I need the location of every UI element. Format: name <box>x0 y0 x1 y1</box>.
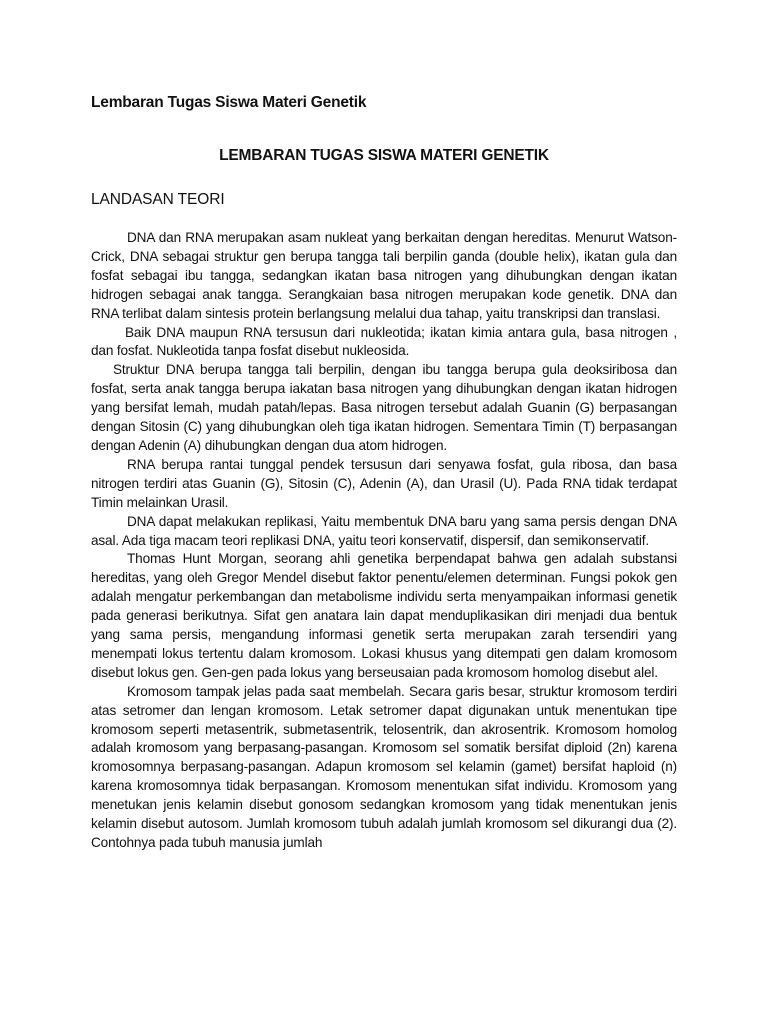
paragraph-rna: RNA berupa rantai tunggal pendek tersusun dari senyawa fosfat, gula ribosa, dan basa nitrogen terdiri atas Guanin (G), Sitosin (C), Adenin (A), dan Urasil (U). Pada RNA tidak terdapat Timin melainkan Urasil. <box>91 456 677 510</box>
paragraph-dna-rna: DNA dan RNA merupakan asam nukleat yang berkaitan dengan hereditas. Menurut Watson-Crick, DNA sebagai struktur gen berupa tangga tali berpilin ganda (double helix), ikatan gula dan fosfat sebagai ibu tangga, sedangkan ikatan basa nitrogen yang dihubungkan dengan ikatan hidrogen sebagai anak tangga. Serangkaian basa nitrogen merupakan kode genetik. DNA dan RNA terlibat dalam sintesis protein berlangsung melalui dua tahap, yaitu transkripsi dan translasi. <box>91 230 677 321</box>
document-body <box>91 229 677 853</box>
section-title: LANDASAN TEORI <box>91 191 225 208</box>
document-title: Lembaran Tugas Siswa Materi Genetik <box>91 94 367 111</box>
paragraph-kromosom: Kromosom tampak jelas pada saat membelah. Secara garis besar, struktur kromosom terdiri atas setromer dan lengan kromosom. Letak setromer dapat digunakan untuk menentukan tipe kromosom seperti metasentrik, submetasentrik, telosentrik, dan akrosentrik. Kromosom homolog adalah kromosom yang berpasang-pasangan. Kromosom sel somatik bersifat diploid (2n) karena kromosomnya berpasang-pasangan. Adapun kromosom sel kelamin (gamet) bersifat haploid (n) karena kromosomnya tidak berpasangan. Kromosom menentukan sifat individu. Kromosom yang menetukan jenis kelamin disebut gonosom sedangkan kromosom yang tidak menentukan jenis kelamin disebut autosom. Jumlah kromosom tubuh adalah jumlah kromosom sel dikurangi dua (2). Contohnya pada tubuh manusia jumlah <box>91 683 677 850</box>
worksheet-heading: LEMBARAN TUGAS SISWA MATERI GENETIK <box>219 147 549 164</box>
paragraph-replikasi: DNA dapat melakukan replikasi, Yaitu membentuk DNA baru yang sama persis dengan DNA asal. Ada tiga macam teori replikasi DNA, yaitu teori konservatif, dispersif, dan semikonservatif. <box>91 513 677 548</box>
paragraph-struktur-dna: Struktur DNA berupa tangga tali berpilin, dengan ibu tangga berupa gula deoksiribosa dan fosfat, serta anak tangga berupa iakatan basa nitrogen yang dihubungkan dengan ikatan hidrogen yang bersifat lemah, mudah patah/lepas. Basa nitrogen tersebut adalah Guanin (G) berpasangan dengan Sitosin (C) yang dihubungkan oleh tiga ikatan hidrogen. Sementara Timin (T) berpasangan dengan Adenin (A) dihubungkan dengan dua atom hidrogen. <box>91 362 677 453</box>
paragraph-nukleotida: Baik DNA maupun RNA tersusun dari nukleotida; ikatan kimia antara gula, basa nitrogen , dan fosfat. Nukleotida tanpa fosfat disebut nukleosida. <box>91 324 677 359</box>
paragraph-gen: Thomas Hunt Morgan, seorang ahli genetika berpendapat bahwa gen adalah substansi hereditas, yang oleh Gregor Mendel disebut faktor penentu/elemen determinan. Fungsi pokok gen adalah mengatur perkembangan dan metabolisme individu serta menyampaikan informasi genetik pada generasi berikutnya. Sifat gen anatara lain dapat menduplikasikan diri menjadi dua bentuk yang sama persis, mengandung informasi genetik serta merupakan zarah tersendiri yang menempati lokus tertentu dalam kromosom. Lokasi khusus yang ditempati gen dalam kromosom disebut lokus gen. Gen-gen pada lokus yang berseusaian pada kromosom homolog disebut alel. <box>91 551 677 680</box>
